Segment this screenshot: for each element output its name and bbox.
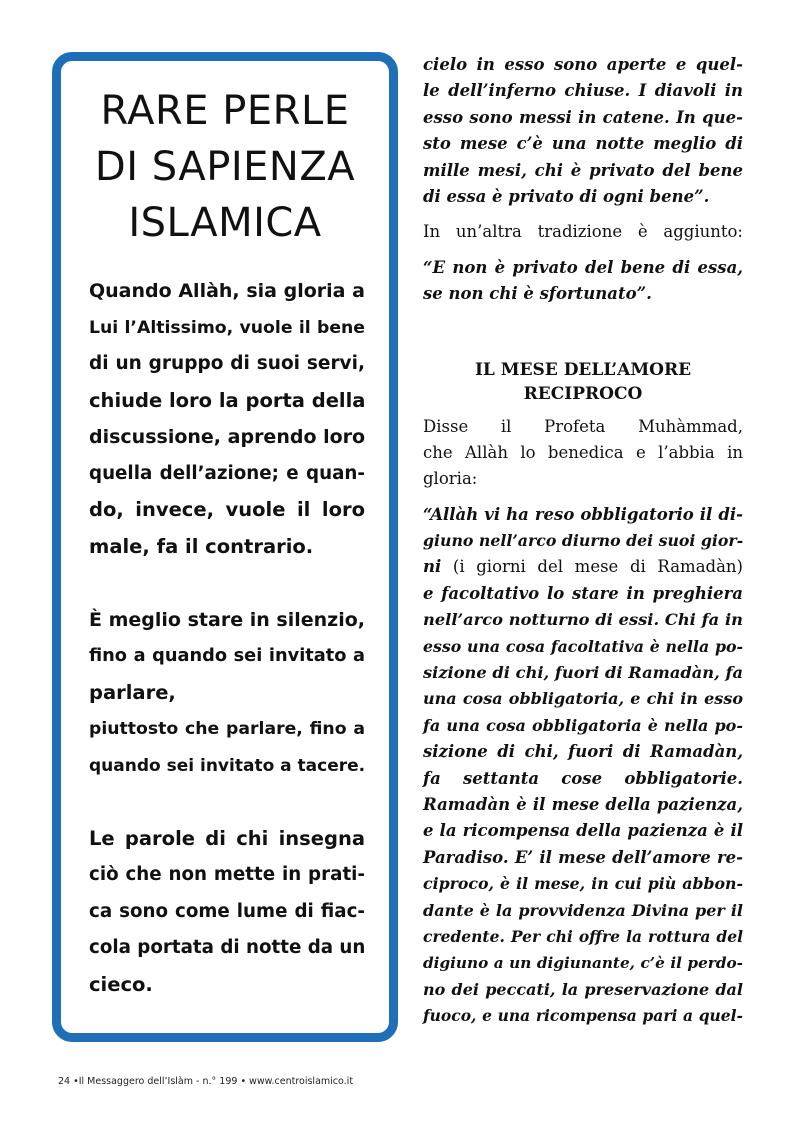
intro-paragraph [423, 52, 743, 210]
sidebar-text-line: di un gruppo di suoi servi, [89, 353, 365, 374]
text-line: esso una cosa facoltativa è nella po- [423, 636, 743, 656]
said-paragraph [423, 414, 743, 493]
text-line: e facoltativo lo stare in preghiera [423, 583, 743, 603]
sidebar-text-line: Le parole di chi insegna [89, 826, 365, 850]
sidebar-text-line: piuttosto che parlare, fino a [89, 719, 365, 739]
section-heading-line: IL MESE DELL’AMORE [474, 359, 692, 380]
text-regular-part: (i giorni del mese di Ramadàn) [441, 557, 743, 577]
text-line: sto mese c’è una notte meglio di [423, 134, 743, 154]
sidebar-body [89, 273, 365, 1003]
text-line: Disse il Profeta Muhàmmad, [423, 416, 743, 436]
text-line: le dell’inferno chiuse. I diavoli in [423, 81, 743, 101]
text-line: cielo in esso sono aperte e quel- [423, 55, 743, 74]
sidebar-text-line: ca sono come lume di fiac- [89, 900, 365, 922]
text-line: fa settanta cose obbligatorie. [423, 768, 743, 788]
section-heading [423, 358, 743, 406]
text-line: giuno nell’arco diurno dei suoi gior- [423, 531, 744, 551]
quote-paragraph [423, 255, 743, 308]
text-line: se non chi è sfortunato”. [423, 284, 652, 304]
sidebar-text-line: do, invece, vuole il loro [89, 498, 365, 521]
sidebar-text-line: chiude loro la porta della [89, 388, 366, 412]
text-line: ciproco, è il mese, in cui più abbon- [423, 874, 743, 894]
sidebar-title-line: DI SAPIENZA [94, 144, 356, 190]
text-line: “E non è privato del bene di essa, [423, 257, 743, 277]
text-line: Ramadàn è il mese della pazienza, [423, 794, 743, 814]
text-line: “Allàh vi ha reso obbligatorio il di- [423, 504, 743, 524]
page-footer: 24 •Il Messaggero dell’Islàm - n.° 199 • www.centroislamico.it [58, 1076, 354, 1087]
sidebar-text-line: quella dell’azione; e quan- [89, 462, 365, 484]
article-column [423, 52, 743, 1030]
text-italic-part: ni [423, 557, 442, 577]
text-line: gloria: [423, 469, 478, 489]
text-line: una cosa obbligatoria, e chi in esso [423, 689, 743, 709]
text-line: nell’arco notturno di essi. Chi fa in [423, 610, 743, 630]
text-line: esso sono messi in catene. In que- [423, 107, 743, 127]
sidebar-text-line: cola portata di notte da un [89, 937, 366, 958]
text-line: digiuno a un digiunante, c’è il perdo- [423, 954, 743, 973]
sidebar-text-line: parlare, [89, 680, 176, 704]
text-line: dante è la provvidenza Divina per il [423, 900, 743, 920]
sidebar-text-line: Quando Allàh, sia gloria a [89, 280, 365, 302]
text-line: che Allàh lo benedica e l’abbia in [423, 442, 743, 462]
sidebar-title-line: RARE PERLE [100, 88, 350, 134]
wisdom-sidebar-box [52, 52, 398, 1042]
text-line: fuoco, e una ricompensa pari a quel- [423, 1006, 743, 1026]
text-line: sizione di chi, fuori di Ramadàn, [423, 742, 743, 762]
sidebar-text-line: male, fa il contrario. [89, 534, 314, 558]
sidebar-text-line: cieco. [89, 972, 153, 996]
sidebar-text-line: Lui l’Altissimo, vuole il bene [89, 317, 365, 338]
text-line: e la ricompensa della pazienza è il [423, 821, 743, 841]
sidebar-text-line: ciò che non mette in prati- [89, 864, 365, 885]
sidebar-text-line: discussione, aprendo loro [89, 426, 366, 448]
hadith-paragraph [423, 502, 743, 1030]
text-line: sizione di chi, fuori di Ramadàn, fa [423, 663, 743, 683]
section-heading-line: RECIPROCO [523, 383, 643, 404]
sidebar-title-line: ISLAMICA [128, 200, 322, 246]
sidebar-title [61, 83, 389, 251]
sidebar-text-line: quando sei invitato a tacere. [89, 755, 366, 776]
text-line: mille mesi, chi è privato del bene [423, 160, 743, 180]
tradition-line: In un’altra tradizione è aggiunto: [423, 222, 743, 242]
sidebar-text-line: È meglio stare in silenzio, [89, 608, 365, 631]
text-line: credente. Per chi offre la rottura del [423, 926, 743, 946]
text-line: Paradiso. E’ il mese dell’amore re- [423, 847, 743, 867]
text-line: fa una cosa obbligatoria è nella po- [423, 715, 743, 735]
sidebar-text-line: fino a quando sei invitato a [89, 646, 365, 666]
text-line: di essa è privato di ogni bene”. [423, 186, 710, 206]
text-line [423, 554, 743, 580]
text-line: no dei peccati, la preservazione dal [423, 979, 743, 999]
